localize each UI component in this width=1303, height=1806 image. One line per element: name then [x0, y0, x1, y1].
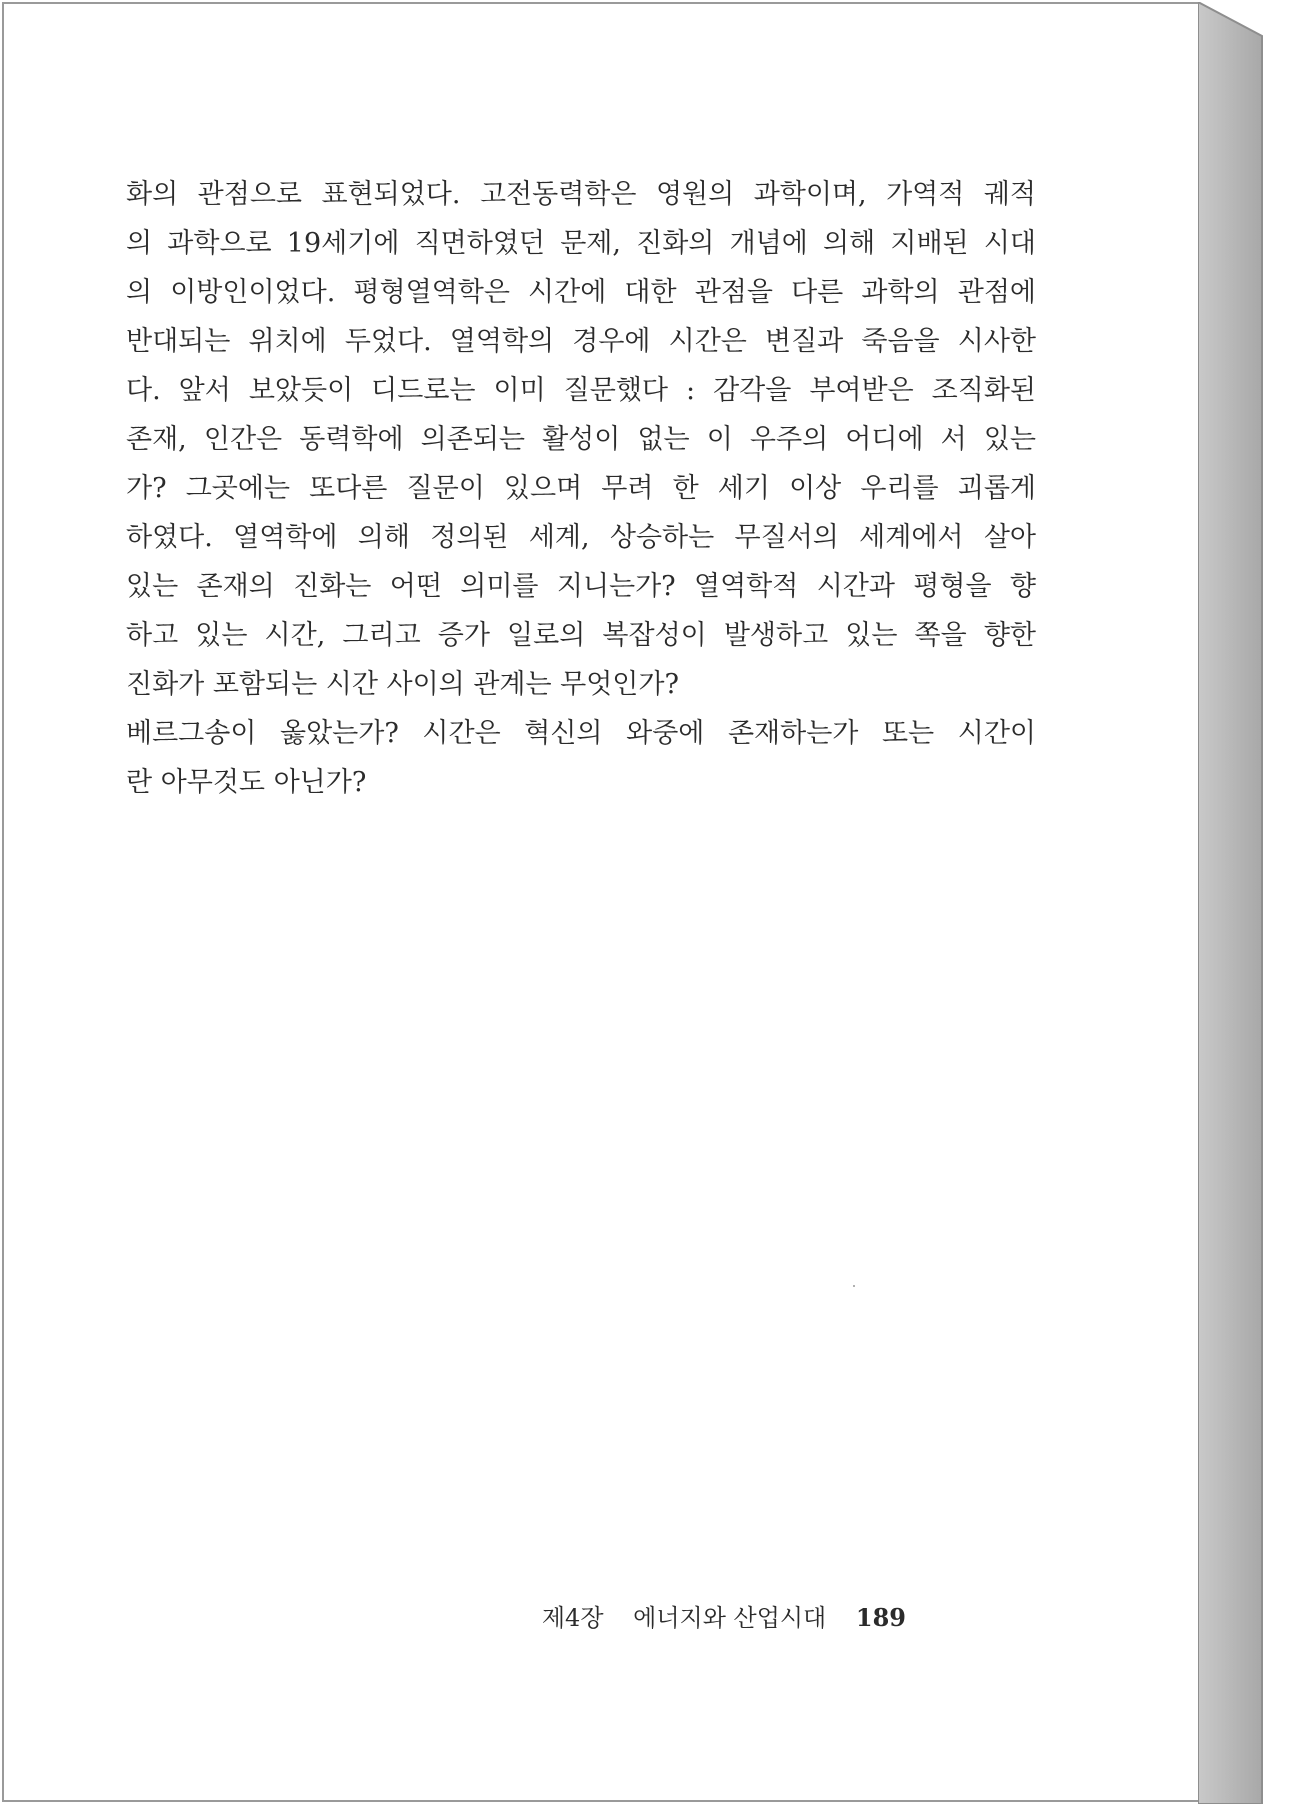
body-text [126, 170, 1036, 807]
scan-speck [853, 1285, 855, 1287]
footer-chapter: 제4장 [541, 1604, 604, 1632]
text-line: 란 아무것도 아닌가? [126, 767, 367, 798]
text-line: 다. 앞서 보았듯이 디드로는 이미 질문했다 : 감각을 부여받은 조직화된 [126, 375, 1036, 406]
text-line: 반대되는 위치에 두었다. 열역학의 경우에 시간은 변질과 죽음을 시사한 [126, 326, 1036, 357]
book-spine-edge [1198, 2, 1264, 1804]
footer-chapter-title: 에너지와 산업시대 [633, 1604, 827, 1632]
text-line: 있는 존재의 진화는 어떤 의미를 지니는가? 열역학적 시간과 평형을 향 [126, 571, 1036, 602]
text-line: 의 이방인이었다. 평형열역학은 시간에 대한 관점을 다른 과학의 관점에 [126, 277, 1036, 308]
text-line: 화의 관점으로 표현되었다. 고전동력학은 영원의 과학이며, 가역적 궤적 [126, 179, 1036, 210]
text-line: 가? 그곳에는 또다른 질문이 있으며 무려 한 세기 이상 우리를 괴롭게 [126, 473, 1036, 504]
running-footer [542, 1598, 906, 1633]
text-line: 진화가 포함되는 시간 사이의 관계는 무엇인가? [126, 669, 679, 700]
page-sheet [2, 2, 1198, 1802]
text-line: 베르그송이 옳았는가? 시간은 혁신의 와중에 존재하는가 또는 시간이 [126, 718, 1036, 749]
text-line: 존재, 인간은 동력학에 의존되는 활성이 없는 이 우주의 어디에 서 있는 [126, 424, 1036, 455]
text-line: 의 과학으로 19세기에 직면하였던 문제, 진화의 개념에 의해 지배된 시대 [126, 228, 1036, 259]
text-line: 하였다. 열역학에 의해 정의된 세계, 상승하는 무질서의 세계에서 살아 [126, 522, 1036, 553]
page-number: 189 [855, 1603, 906, 1632]
text-line: 하고 있는 시간, 그리고 증가 일로의 복잡성이 발생하고 있는 쪽을 향한 [126, 620, 1036, 651]
